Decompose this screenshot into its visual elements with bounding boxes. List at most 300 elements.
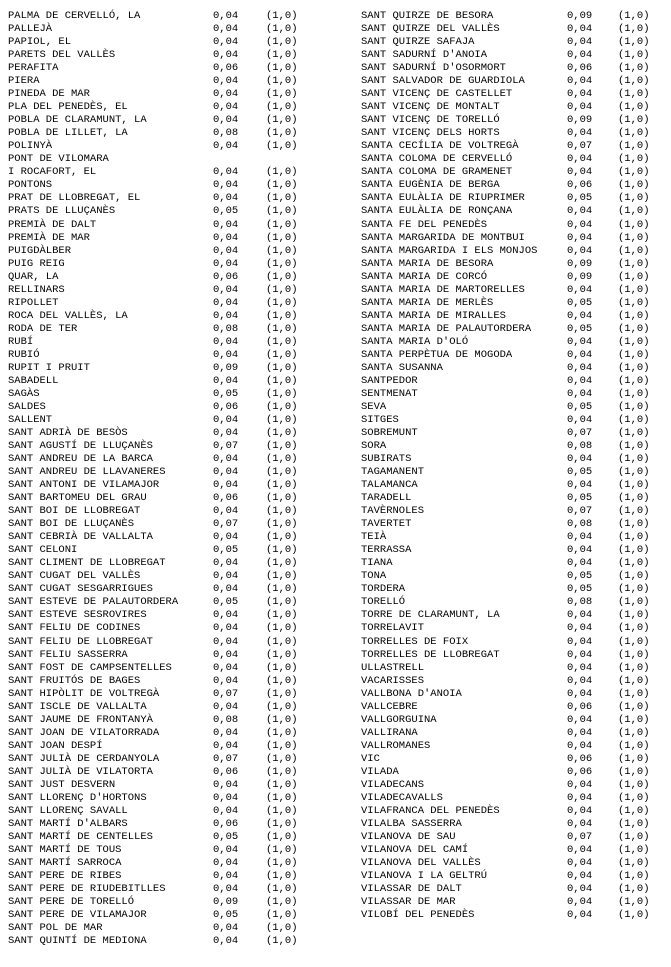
municipality-name: SANTA CECÍLIA DE VOLTREGÀ <box>361 140 519 153</box>
municipality-name: PONT DE VILOMARA <box>8 153 109 166</box>
paren-value-cell: (1,0) <box>266 557 298 570</box>
value-cell: 0,04 <box>567 687 593 700</box>
municipality-name: SENTMENAT <box>361 387 418 400</box>
paren-value-cell: (1,0) <box>266 570 298 583</box>
value-cell: 0,04 <box>213 648 239 661</box>
value-cell: 0,06 <box>567 700 593 713</box>
municipality-name: PIERA <box>8 75 40 88</box>
paren-value-cell: (1,0) <box>618 413 650 426</box>
paren-value-cell: (1,0) <box>266 75 298 88</box>
paren-value-cell: (1,0) <box>266 374 298 387</box>
municipality-name: VALLBONA D'ANOIA <box>361 687 462 700</box>
municipality-name: SANT MARTÍ D'ALBARS <box>8 817 128 830</box>
municipality-name: VACARISSES <box>361 674 425 687</box>
paren-value-cell: (1,0) <box>618 296 650 309</box>
value-cell: 0,04 <box>213 114 239 127</box>
value-cell: 0,04 <box>213 296 239 309</box>
paren-value-cell: (1,0) <box>266 413 298 426</box>
paren-value-cell: (1,0) <box>618 570 650 583</box>
paren-value-cell: (1,0) <box>266 531 298 544</box>
municipality-name: SANT SADURNÍ D'OSORMORT <box>361 62 506 75</box>
value-cell: 0,04 <box>567 896 593 909</box>
value-cell: 0,04 <box>213 583 239 596</box>
value-cell: 0,04 <box>213 427 239 439</box>
value-cell: 0,05 <box>213 830 239 843</box>
value-cell: 0,04 <box>213 140 239 153</box>
municipality-name: TEIÀ <box>361 531 387 544</box>
municipality-name: TORDERA <box>361 583 406 596</box>
value-cell: 0,04 <box>567 609 593 622</box>
paren-value-cell: (1,0) <box>266 609 298 622</box>
paren-value-cell: (1,0) <box>618 348 650 361</box>
municipality-name: TORELLÓ <box>361 596 406 609</box>
municipality-name: RUBÍ <box>8 335 34 348</box>
paren-value-cell: (1,0) <box>266 453 298 466</box>
value-cell: 0,04 <box>567 453 593 466</box>
value-cell: 0,09 <box>567 10 593 22</box>
value-cell: 0,06 <box>213 400 239 413</box>
municipality-name: I ROCAFORT, EL <box>8 166 97 179</box>
municipality-name: SANT BOI DE LLOBREGAT <box>8 505 141 518</box>
paren-value-cell: (1,0) <box>618 726 650 739</box>
paren-value-cell: (1,0) <box>618 583 650 596</box>
value-cell: 0,04 <box>213 661 239 674</box>
municipality-name: SANT BOI DE LLUÇANÈS <box>8 518 135 531</box>
paren-value-cell: (1,0) <box>266 596 298 609</box>
value-cell: 0,05 <box>567 492 593 505</box>
paren-value-cell: (1,0) <box>266 804 298 817</box>
value-cell: 0,04 <box>567 778 593 791</box>
municipality-name: TARADELL <box>361 492 412 505</box>
municipality-name: VILAFRANCA DEL PENEDÈS <box>361 804 500 817</box>
value-cell: 0,04 <box>213 192 239 205</box>
paren-value-cell: (1,0) <box>618 909 650 922</box>
municipality-name: VILADECAVALLS <box>361 791 443 804</box>
value-cell: 0,04 <box>213 726 239 739</box>
paren-value-cell: (1,0) <box>266 179 298 192</box>
paren-value-cell: (1,0) <box>266 283 298 296</box>
municipality-name: SANT LLORENÇ D'HORTONS <box>8 791 147 804</box>
municipality-name: TORRELLES DE LLOBREGAT <box>361 648 500 661</box>
value-cell: 0,07 <box>567 830 593 843</box>
value-cell: 0,07 <box>567 140 593 153</box>
value-cell: 0,04 <box>213 10 239 22</box>
municipality-name: SANTA MARIA DE MERLÈS <box>361 296 494 309</box>
municipality-name: ULLASTRELL <box>361 661 425 674</box>
municipality-name: SANT MARTÍ DE CENTELLES <box>8 830 153 843</box>
paren-value-cell: (1,0) <box>618 544 650 557</box>
value-cell: 0,04 <box>213 700 239 713</box>
municipality-name: SANT PERE DE TORELLÓ <box>8 896 135 909</box>
paren-value-cell: (1,0) <box>618 440 650 453</box>
municipality-name: SANT PERE DE RIBES <box>8 870 122 883</box>
value-cell: 0,05 <box>567 583 593 596</box>
municipality-name: SOBREMUNT <box>361 427 418 439</box>
value-cell: 0,04 <box>213 857 239 870</box>
municipality-name: SANT JOAN DE VILATORRADA <box>8 726 160 739</box>
municipality-name: SANT PERE DE VILAMAJOR <box>8 909 147 922</box>
municipality-name: VIC <box>361 752 380 765</box>
paren-value-cell: (1,0) <box>618 49 650 62</box>
value-cell: 0,04 <box>567 127 593 140</box>
value-cell: 0,06 <box>567 179 593 192</box>
value-cell: 0,04 <box>213 609 239 622</box>
paren-value-cell: (1,0) <box>266 36 298 49</box>
value-cell: 0,04 <box>213 922 239 935</box>
municipality-name: SANTA MARIA DE MIRALLES <box>361 309 506 322</box>
municipality-name: SANT CUGAT SESGARRIGUES <box>8 583 153 596</box>
paren-value-cell: (1,0) <box>266 127 298 140</box>
value-cell: 0,04 <box>567 244 593 257</box>
paren-value-cell: (1,0) <box>266 140 298 153</box>
paren-value-cell: (1,0) <box>618 114 650 127</box>
value-cell: 0,04 <box>567 361 593 374</box>
value-cell: 0,04 <box>213 870 239 883</box>
value-cell: 0,06 <box>213 62 239 75</box>
municipality-name: VALLCEBRE <box>361 700 418 713</box>
paren-value-cell: (1,0) <box>618 609 650 622</box>
municipality-name: PALMA DE CERVELLÓ, LA <box>8 10 141 22</box>
municipality-name: SANT MARTÍ DE TOUS <box>8 844 122 856</box>
paren-value-cell: (1,0) <box>618 713 650 726</box>
municipality-name: RUBIÓ <box>8 348 40 361</box>
municipality-name: SANTA EUGÈNIA DE BERGA <box>361 179 500 192</box>
municipality-name: SEVA <box>361 400 387 413</box>
municipality-name: SANT FELIU DE LLOBREGAT <box>8 635 153 648</box>
paren-value-cell: (1,0) <box>266 700 298 713</box>
paren-value-cell: (1,0) <box>266 817 298 830</box>
value-cell: 0,04 <box>567 739 593 752</box>
paren-value-cell: (1,0) <box>618 231 650 244</box>
paren-value-cell: (1,0) <box>266 492 298 505</box>
municipality-name: SANT BARTOMEU DEL GRAU <box>8 492 147 505</box>
paren-value-cell: (1,0) <box>618 283 650 296</box>
paren-value-cell: (1,0) <box>266 896 298 909</box>
value-cell: 0,04 <box>213 36 239 49</box>
value-cell: 0,04 <box>567 374 593 387</box>
paren-value-cell: (1,0) <box>266 166 298 179</box>
municipality-name: VILANOVA DE SAU <box>361 830 456 843</box>
municipality-name: VILALBA SASSERRA <box>361 817 462 830</box>
paren-value-cell: (1,0) <box>266 479 298 492</box>
paren-value-cell: (1,0) <box>266 752 298 765</box>
municipality-name: VILADA <box>361 765 399 778</box>
municipality-name: SANTA FE DEL PENEDÈS <box>361 218 488 231</box>
municipality-name: VILASSAR DE DALT <box>361 883 462 896</box>
municipality-name: SANT FELIU DE CODINES <box>8 622 141 635</box>
paren-value-cell: (1,0) <box>266 648 298 661</box>
paren-value-cell: (1,0) <box>618 791 650 804</box>
municipality-name: TORRELAVIT <box>361 622 425 635</box>
municipality-name: SANTA EULÀLIA DE RONÇANA <box>361 205 513 218</box>
paren-value-cell: (1,0) <box>618 75 650 88</box>
value-cell: 0,04 <box>567 101 593 114</box>
value-cell: 0,04 <box>567 726 593 739</box>
value-cell: 0,04 <box>213 739 239 752</box>
value-cell: 0,04 <box>213 309 239 322</box>
paren-value-cell: (1,0) <box>266 270 298 283</box>
value-cell: 0,07 <box>213 687 239 700</box>
value-cell: 0,06 <box>567 765 593 778</box>
paren-value-cell: (1,0) <box>266 192 298 205</box>
municipality-name: POLINYÀ <box>8 140 53 153</box>
municipality-name: PRATS DE LLUÇANÈS <box>8 205 116 218</box>
paren-value-cell: (1,0) <box>618 778 650 791</box>
municipality-name: SANTA MARIA D'OLÓ <box>361 335 469 348</box>
municipality-name: PARETS DEL VALLÈS <box>8 49 116 62</box>
municipality-name: SANT ESTEVE DE PALAUTORDERA <box>8 596 179 609</box>
paren-value-cell: (1,0) <box>618 244 650 257</box>
value-cell: 0,04 <box>213 804 239 817</box>
municipality-name: SANT FELIU SASSERRA <box>8 648 128 661</box>
paren-value-cell: (1,0) <box>266 348 298 361</box>
municipality-name: PALLEJÀ <box>8 23 53 36</box>
value-cell: 0,04 <box>213 231 239 244</box>
municipality-name: SANT ISCLE DE VALLALTA <box>8 700 147 713</box>
value-cell: 0,04 <box>567 648 593 661</box>
value-cell: 0,06 <box>213 270 239 283</box>
paren-value-cell: (1,0) <box>266 296 298 309</box>
value-cell: 0,04 <box>213 348 239 361</box>
paren-value-cell: (1,0) <box>266 400 298 413</box>
municipality-name: PAPIOL, EL <box>8 36 72 49</box>
paren-value-cell: (1,0) <box>618 674 650 687</box>
paren-value-cell: (1,0) <box>618 192 650 205</box>
municipality-name: SANT ANTONI DE VILAMAJOR <box>8 479 160 492</box>
municipality-name: SANTA PERPÈTUA DE MOGODA <box>361 348 513 361</box>
value-cell: 0,04 <box>213 179 239 192</box>
municipality-name: SANT JUST DESVERN <box>8 778 116 791</box>
municipality-name: SALLENT <box>8 413 53 426</box>
municipality-name: SANT ANDREU DE LLAVANERES <box>8 466 166 479</box>
paren-value-cell: (1,0) <box>618 752 650 765</box>
value-cell: 0,04 <box>567 49 593 62</box>
paren-value-cell: (1,0) <box>266 635 298 648</box>
municipality-name: TORRELLES DE FOIX <box>361 635 469 648</box>
municipality-name: SANT ESTEVE SESROVIRES <box>8 609 147 622</box>
paren-value-cell: (1,0) <box>618 596 650 609</box>
paren-value-cell: (1,0) <box>266 466 298 479</box>
municipality-name: VILADECANS <box>361 778 425 791</box>
value-cell: 0,04 <box>213 413 239 426</box>
paren-value-cell: (1,0) <box>266 661 298 674</box>
paren-value-cell: (1,0) <box>266 257 298 270</box>
paren-value-cell: (1,0) <box>618 622 650 635</box>
paren-value-cell: (1,0) <box>266 674 298 687</box>
paren-value-cell: (1,0) <box>618 765 650 778</box>
municipality-name: SANT SALVADOR DE GUARDIOLA <box>361 75 525 88</box>
municipality-name: SABADELL <box>8 374 59 387</box>
paren-value-cell: (1,0) <box>618 36 650 49</box>
paren-value-cell: (1,0) <box>266 830 298 843</box>
paren-value-cell: (1,0) <box>618 453 650 466</box>
value-cell: 0,05 <box>567 296 593 309</box>
municipality-name: SANT PERE DE RIUDEBITLLES <box>8 883 166 896</box>
paren-value-cell: (1,0) <box>266 361 298 374</box>
municipality-name: SANT QUINTÍ DE MEDIONA <box>8 935 147 948</box>
paren-value-cell: (1,0) <box>266 922 298 935</box>
municipality-name: SANTA MARIA DE PALAUTORDERA <box>361 322 532 335</box>
value-cell: 0,06 <box>567 62 593 75</box>
municipality-name: RODA DE TER <box>8 322 78 335</box>
value-cell: 0,06 <box>567 752 593 765</box>
value-cell: 0,04 <box>567 387 593 400</box>
value-cell: 0,04 <box>213 531 239 544</box>
municipality-name: SANT CEBRIÀ DE VALLALTA <box>8 531 153 544</box>
value-cell: 0,04 <box>213 88 239 101</box>
paren-value-cell: (1,0) <box>618 648 650 661</box>
value-cell: 0,04 <box>567 622 593 635</box>
value-cell: 0,08 <box>567 440 593 453</box>
value-cell: 0,04 <box>567 883 593 896</box>
paren-value-cell: (1,0) <box>266 309 298 322</box>
value-cell: 0,04 <box>567 531 593 544</box>
municipality-name: PLA DEL PENEDÈS, EL <box>8 101 128 114</box>
municipality-name: SANT MARTÍ SARROCA <box>8 857 122 870</box>
paren-value-cell: (1,0) <box>618 205 650 218</box>
paren-value-cell: (1,0) <box>618 739 650 752</box>
value-cell: 0,04 <box>567 205 593 218</box>
municipality-name: VILASSAR DE MAR <box>361 896 456 909</box>
paren-value-cell: (1,0) <box>618 127 650 140</box>
municipality-name: SANT QUIRZE DEL VALLÈS <box>361 23 500 36</box>
municipality-name: VILANOVA I LA GELTRÚ <box>361 870 488 883</box>
municipality-name: RELLINARS <box>8 283 65 296</box>
municipality-name: TAVERTET <box>361 518 412 531</box>
paren-value-cell: (1,0) <box>266 883 298 896</box>
paren-value-cell: (1,0) <box>266 387 298 400</box>
value-cell: 0,05 <box>213 544 239 557</box>
municipality-name: SANT HIPÒLIT DE VOLTREGÀ <box>8 687 160 700</box>
value-cell: 0,04 <box>213 674 239 687</box>
value-cell: 0,04 <box>213 635 239 648</box>
municipality-name: TONA <box>361 570 387 583</box>
municipality-name: SORA <box>361 440 387 453</box>
value-cell: 0,04 <box>213 570 239 583</box>
value-cell: 0,08 <box>213 127 239 140</box>
paren-value-cell: (1,0) <box>618 179 650 192</box>
municipality-name: SANTA MARIA DE BESORA <box>361 257 494 270</box>
paren-value-cell: (1,0) <box>266 726 298 739</box>
value-cell: 0,07 <box>213 518 239 531</box>
value-cell: 0,04 <box>213 557 239 570</box>
value-cell: 0,07 <box>213 752 239 765</box>
value-cell: 0,04 <box>213 257 239 270</box>
municipality-name: SANTA MARGARIDA DE MONTBUI <box>361 231 525 244</box>
municipality-name: SANT JAUME DE FRONTANYÀ <box>8 713 153 726</box>
paren-value-cell: (1,0) <box>618 166 650 179</box>
municipality-name: SANTPEDOR <box>361 374 418 387</box>
municipality-name: SANT VICENÇ DELS HORTS <box>361 127 500 140</box>
municipality-name: SAGÀS <box>8 387 40 400</box>
paren-value-cell: (1,0) <box>618 270 650 283</box>
value-cell: 0,09 <box>567 114 593 127</box>
paren-value-cell: (1,0) <box>266 23 298 36</box>
paren-value-cell: (1,0) <box>618 322 650 335</box>
value-cell: 0,04 <box>213 466 239 479</box>
value-cell: 0,04 <box>567 635 593 648</box>
value-cell: 0,04 <box>567 544 593 557</box>
paren-value-cell: (1,0) <box>618 896 650 909</box>
value-cell: 0,04 <box>567 23 593 36</box>
paren-value-cell: (1,0) <box>618 687 650 700</box>
municipality-name: PRAT DE LLOBREGAT, EL <box>8 192 141 205</box>
paren-value-cell: (1,0) <box>266 322 298 335</box>
paren-value-cell: (1,0) <box>618 335 650 348</box>
municipality-name: SANT FOST DE CAMPSENTELLES <box>8 661 172 674</box>
municipality-name: VALLGORGUINA <box>361 713 437 726</box>
value-cell: 0,04 <box>567 283 593 296</box>
value-cell: 0,04 <box>213 622 239 635</box>
paren-value-cell: (1,0) <box>618 361 650 374</box>
municipality-name: SANT CELONI <box>8 544 78 557</box>
value-cell: 0,07 <box>567 427 593 439</box>
value-cell: 0,09 <box>213 896 239 909</box>
paren-value-cell: (1,0) <box>618 830 650 843</box>
paren-value-cell: (1,0) <box>618 387 650 400</box>
value-cell: 0,04 <box>213 791 239 804</box>
value-cell: 0,04 <box>567 166 593 179</box>
paren-value-cell: (1,0) <box>266 909 298 922</box>
value-cell: 0,08 <box>213 322 239 335</box>
paren-value-cell: (1,0) <box>618 870 650 883</box>
value-cell: 0,04 <box>567 661 593 674</box>
value-cell: 0,04 <box>567 75 593 88</box>
municipality-name: RIPOLLET <box>8 296 59 309</box>
value-cell: 0,05 <box>213 596 239 609</box>
paren-value-cell: (1,0) <box>618 883 650 896</box>
paren-value-cell: (1,0) <box>618 153 650 166</box>
value-cell: 0,04 <box>213 283 239 296</box>
paren-value-cell: (1,0) <box>618 374 650 387</box>
value-cell: 0,04 <box>213 778 239 791</box>
paren-value-cell: (1,0) <box>618 661 650 674</box>
municipality-name: SANTA SUSANNA <box>361 361 443 374</box>
paren-value-cell: (1,0) <box>266 844 298 856</box>
paren-value-cell: (1,0) <box>266 622 298 635</box>
value-cell: 0,09 <box>567 270 593 283</box>
paren-value-cell: (1,0) <box>266 870 298 883</box>
value-cell: 0,05 <box>567 466 593 479</box>
municipality-name: SANT CLIMENT DE LLOBREGAT <box>8 557 166 570</box>
municipality-name: SANT QUIRZE SAFAJA <box>361 36 475 49</box>
paren-value-cell: (1,0) <box>266 427 298 439</box>
municipality-name: SANTA MARIA DE MARTORELLES <box>361 283 525 296</box>
value-cell: 0,04 <box>567 870 593 883</box>
municipality-name: PERAFITA <box>8 62 59 75</box>
value-cell: 0,08 <box>567 518 593 531</box>
paren-value-cell: (1,0) <box>266 231 298 244</box>
value-cell: 0,04 <box>567 335 593 348</box>
municipality-name: SANT JULIÀ DE VILATORTA <box>8 765 153 778</box>
municipality-name: SANTA COLOMA DE CERVELLÓ <box>361 153 513 166</box>
paren-value-cell: (1,0) <box>266 687 298 700</box>
paren-value-cell: (1,0) <box>266 88 298 101</box>
paren-value-cell: (1,0) <box>618 492 650 505</box>
value-cell: 0,05 <box>567 400 593 413</box>
paren-value-cell: (1,0) <box>266 765 298 778</box>
municipality-name: SANT ADRIÀ DE BESÒS <box>8 427 128 439</box>
value-cell: 0,07 <box>567 505 593 518</box>
value-cell: 0,04 <box>567 674 593 687</box>
value-cell: 0,09 <box>213 361 239 374</box>
value-cell: 0,04 <box>213 505 239 518</box>
paren-value-cell: (1,0) <box>618 101 650 114</box>
value-cell: 0,04 <box>567 309 593 322</box>
municipality-name: SUBIRATS <box>361 453 412 466</box>
value-cell: 0,04 <box>213 844 239 856</box>
municipality-name: VILANOVA DEL VALLÈS <box>361 857 481 870</box>
